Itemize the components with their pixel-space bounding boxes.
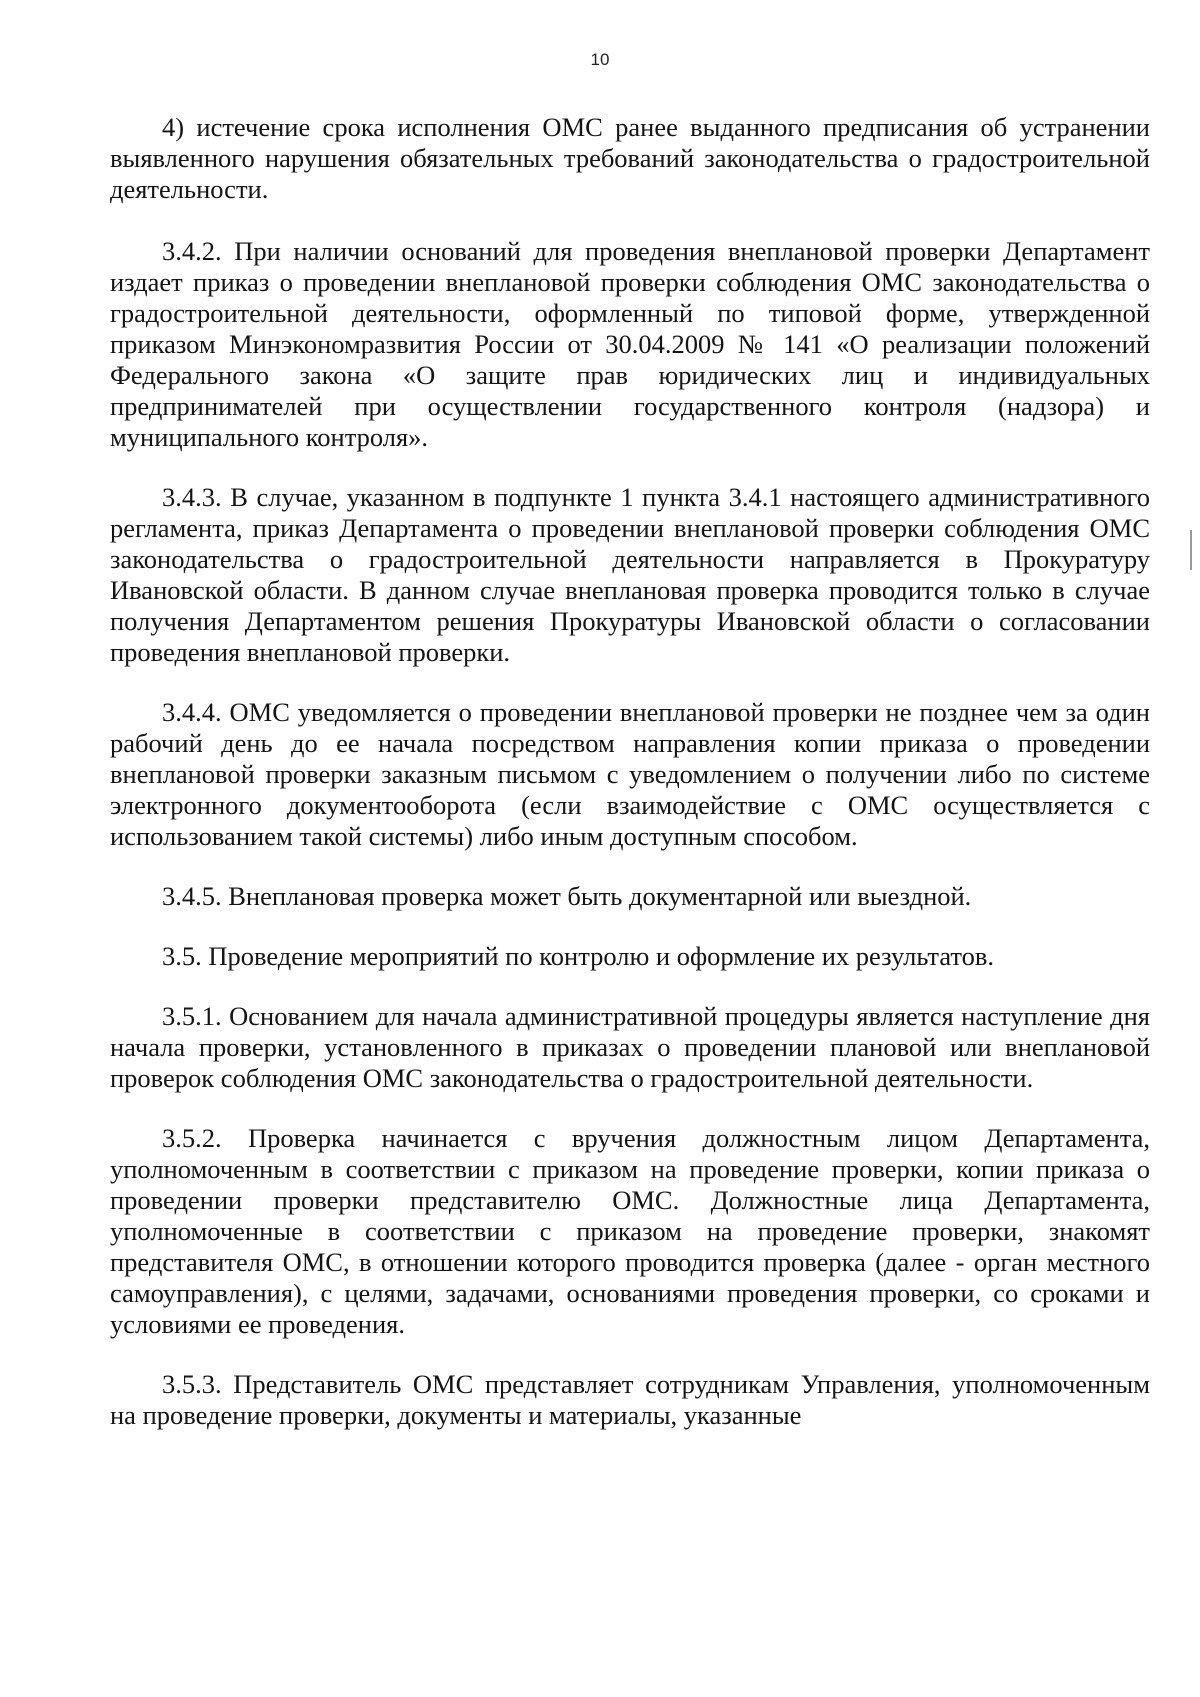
document-body	[110, 112, 1150, 1460]
paragraph-3-5: 3.5. Проведение мероприятий по контролю и оформление их результатов.	[162, 941, 995, 971]
paragraph-3-5-1: 3.5.1. Основанием для начала административной процедуры является наступление дня начала проверки, установленного в приказах о проведении плановой или внеплановой проверок соблюдения ОМС законодательства о градостроительной деятельности.	[110, 1001, 1150, 1093]
paragraph-item-4: 4) истечение срока исполнения ОМС ранее выданного предписания об устранении выявленного нарушения обязательных требований законодательства о градостроительной деятельности.	[110, 112, 1150, 204]
paragraph-3-5-2: 3.5.2. Проверка начинается с вручения должностным лицом Департамента, уполномоченным в соответствии с приказом на проведение проверки, копии приказа о проведении проверки представителю ОМС. Должностные лица Департамента, уполномоченные в соответствии с приказом на проведение проверки, знакомят представителя ОМС, в отношении которого проводится проверка (далее - орган местного самоуправления), с целями, задачами, основаниями проведения проверки, со сроками и условиями ее проведения.	[110, 1123, 1150, 1339]
paragraph-3-4-5: 3.4.5. Внеплановая проверка может быть документарной или выездной.	[162, 881, 972, 911]
paragraph-3-5-3: 3.5.3. Представитель ОМС представляет сотрудникам Управления, уполномоченным на проведение проверки, документы и материалы, указанные	[110, 1369, 1150, 1430]
paragraph-3-4-3: 3.4.3. В случае, указанном в подпункте 1 пункта 3.4.1 настоящего административного регламента, приказ Департамента о проведении внеплановой проверки соблюдения ОМС законодательства о градостроительной деятельности направляется в Прокуратуру Ивановской области. В данном случае внеплановая проверка проводится только в случае получения Департаментом решения Прокуратуры Ивановской области о согласовании проведения внеплановой проверки.	[110, 482, 1150, 667]
paragraph-3-4-4: 3.4.4. ОМС уведомляется о проведении внеплановой проверки не позднее чем за один рабочий день до ее начала посредством направления копии приказа о проведении внеплановой проверки заказным письмом с уведомлением о получении либо по системе электронного документооборота (если взаимодействие с ОМС осуществляется с использованием такой системы) либо иным доступным способом.	[110, 697, 1150, 851]
scan-edge-mark	[1190, 530, 1192, 570]
paragraph-3-4-2: 3.4.2. При наличии оснований для проведения внеплановой проверки Департамент издает приказ о проведении внеплановой проверки соблюдения ОМС законодательства о градостроительной деятельности, оформленный по типовой форме, утвержденной приказом Минэкономразвития России от 30.04.2009 № 141 «О реализации положений Федерального закона «О защите прав юридических лиц и индивидуальных предпринимателей при осуществлении государственного контроля (надзора) и муниципального контроля».	[110, 236, 1150, 452]
page-number: 10	[590, 50, 610, 69]
